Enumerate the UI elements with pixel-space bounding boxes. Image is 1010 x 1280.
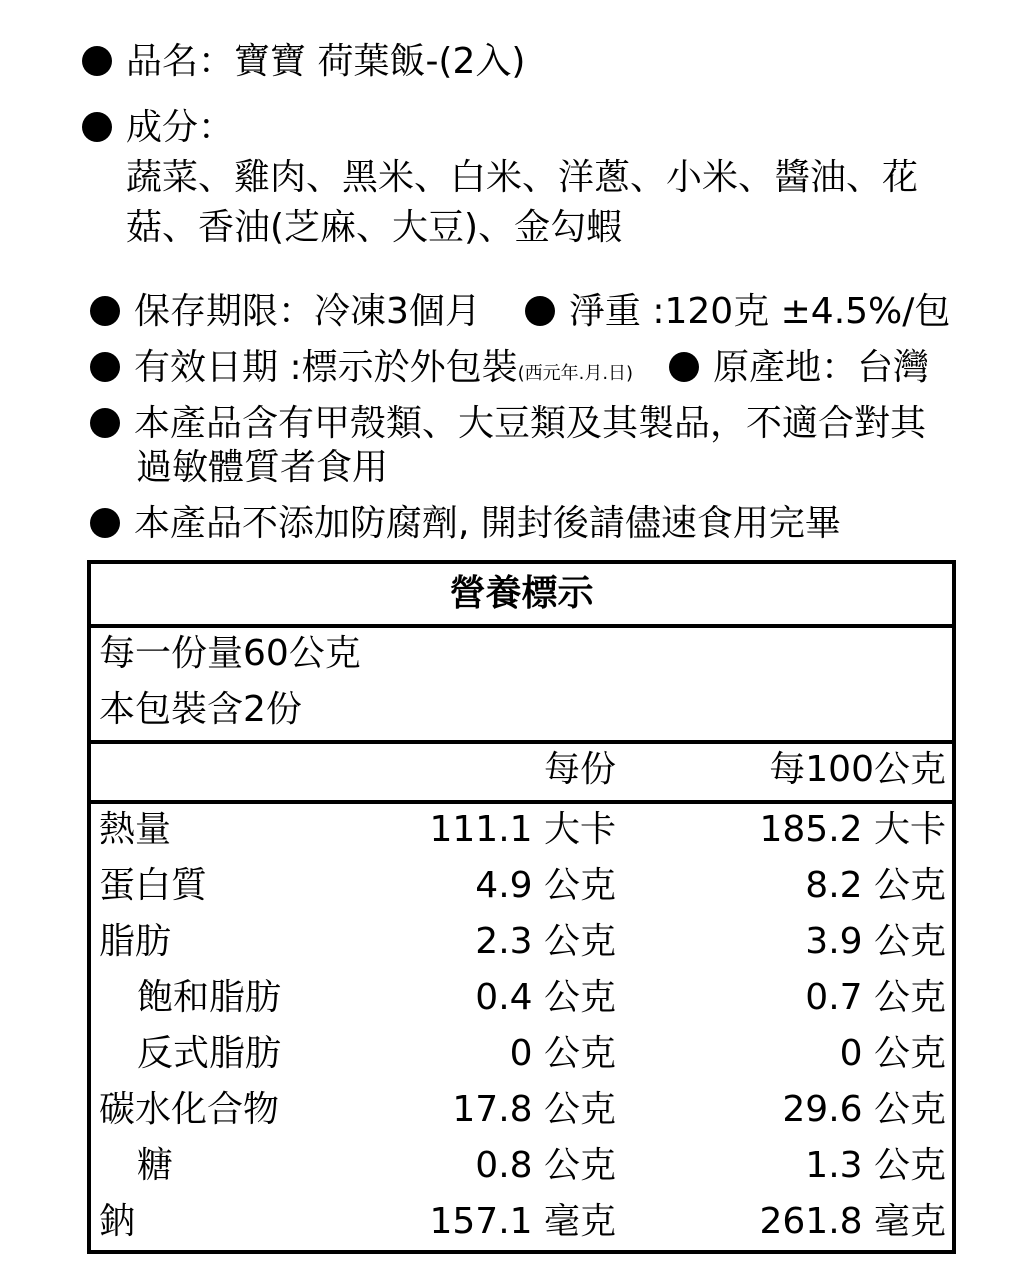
column-header-per-serving: 每份 — [543, 749, 616, 790]
ingredients-line-2: 菇、香油(芝麻、大豆)、金勾蝦 — [126, 207, 623, 248]
bullet-icon — [90, 508, 120, 538]
expiry-date-format: (西元年.月.日) — [517, 363, 634, 384]
divider — [91, 800, 952, 804]
nutrient-per-100g: 29.6 公克 — [782, 1089, 946, 1130]
allergen-line-1 — [90, 402, 926, 446]
bullet-icon — [90, 352, 120, 382]
ingredients-line-1: 蔬菜、雞肉、黑米、白米、洋蔥、小米、醬油、花 — [126, 157, 919, 198]
ingredients-heading: 成分： — [126, 107, 235, 148]
servings-per-package: 本包裝含2份 — [99, 689, 302, 730]
preservative-note: 本產品不添加防腐劑, 開封後請儘速食用完畢 — [134, 503, 841, 544]
shelf-weight-line — [90, 290, 950, 334]
nutrient-per-100g: 0 公克 — [839, 1033, 946, 1074]
nutrient-per-serving: 4.9 公克 — [475, 865, 616, 906]
nutrient-per-serving: 0.4 公克 — [475, 977, 616, 1018]
preservative-line — [90, 502, 841, 546]
nutrition-label — [87, 560, 956, 1254]
bullet-icon — [90, 408, 120, 438]
column-header-per-100g: 每100公克 — [769, 749, 946, 790]
allergen-warning: 本產品含有甲殼類、大豆類及其製品，不適合對其 — [134, 403, 927, 444]
nutrient-per-serving: 17.8 公克 — [452, 1089, 616, 1130]
origin: 原產地：台灣 — [713, 347, 930, 388]
divider — [91, 624, 952, 628]
bullet-icon — [669, 352, 699, 382]
nutrient-per-100g: 3.9 公克 — [805, 921, 946, 962]
bullet-icon — [82, 46, 112, 76]
product-name: 品名：寶寶 荷葉飯-(2入) — [126, 41, 526, 82]
shelf-life: 保存期限：冷凍3個月 — [134, 291, 481, 332]
net-weight: 淨重 :120克 ±4.5%/包 — [568, 291, 951, 332]
nutrient-name: 飽和脂肪 — [137, 977, 282, 1018]
nutrient-per-100g: 185.2 大卡 — [759, 809, 946, 850]
nutrient-name: 鈉 — [99, 1201, 136, 1242]
nutrient-name: 反式脂肪 — [137, 1033, 282, 1074]
bullet-icon — [82, 112, 112, 142]
divider — [91, 740, 952, 744]
nutrition-title: 營養標示 — [449, 573, 594, 614]
nutrient-per-serving: 2.3 公克 — [475, 921, 616, 962]
nutrient-per-serving: 111.1 大卡 — [429, 809, 616, 850]
nutrient-name: 脂肪 — [99, 921, 172, 962]
expiry-origin-line — [90, 346, 929, 396]
nutrient-name: 熱量 — [99, 809, 172, 850]
nutrient-per-serving: 0 公克 — [509, 1033, 616, 1074]
nutrient-per-100g: 0.7 公克 — [805, 977, 946, 1018]
nutrient-name: 碳水化合物 — [99, 1089, 280, 1130]
allergen-line-2: 過敏體質者食用 — [136, 447, 389, 488]
nutrient-per-serving: 157.1 毫克 — [429, 1201, 616, 1242]
nutrient-per-serving: 0.8 公克 — [475, 1145, 616, 1186]
nutrient-name: 糖 — [137, 1145, 174, 1186]
ingredients-heading-line — [82, 106, 234, 150]
nutrient-per-100g: 8.2 公克 — [805, 865, 946, 906]
nutrient-name: 蛋白質 — [99, 865, 208, 906]
bullet-icon — [525, 296, 555, 326]
nutrient-per-100g: 1.3 公克 — [805, 1145, 946, 1186]
nutrient-per-100g: 261.8 毫克 — [759, 1201, 946, 1242]
bullet-icon — [90, 296, 120, 326]
serving-size: 每一份量60公克 — [99, 633, 361, 674]
product-name-line — [82, 40, 525, 84]
expiry-date: 有效日期 :標示於外包裝 — [134, 347, 518, 388]
